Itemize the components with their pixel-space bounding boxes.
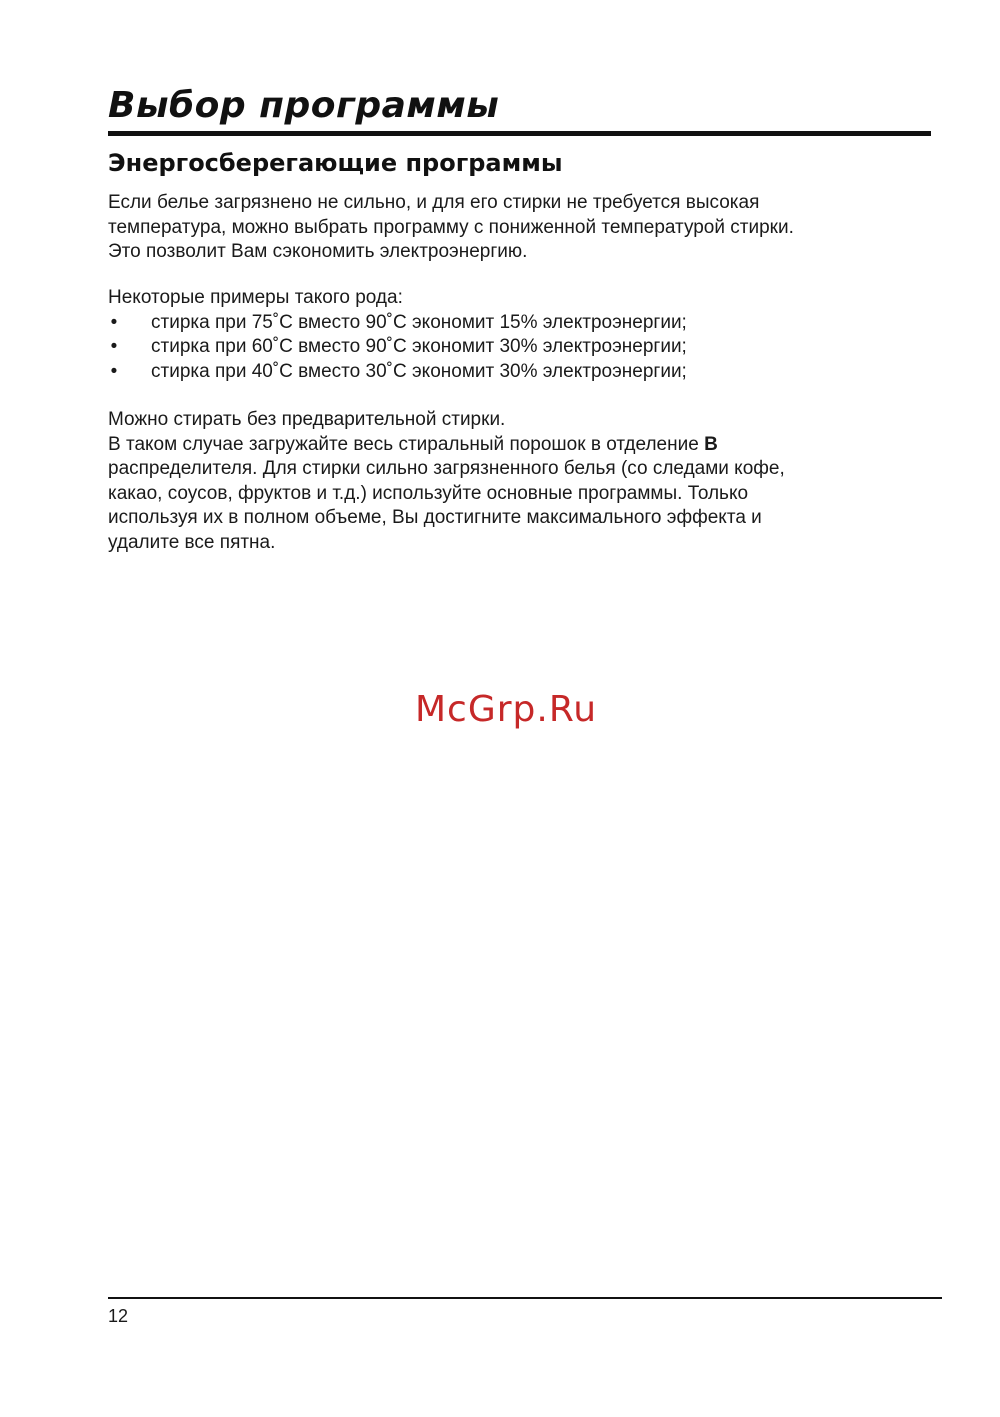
list-item-text: стирка при 75˚C вместо 90˚C экономит 15% электроэнергии; <box>151 311 687 333</box>
detergent-line-text: В таком случае загружайте весь стиральный порошок в отделение <box>108 433 705 455</box>
list-item <box>108 335 938 360</box>
examples-block <box>108 286 938 384</box>
footer-divider <box>108 1297 942 1299</box>
title-divider <box>108 131 931 136</box>
closing-line: какао, соусов, фруктов и т.д.) используйте основные программы. Только <box>108 482 749 504</box>
closing-line: распределителя. Для стирки сильно загрязненного белья (со следами кофе, <box>108 458 785 479</box>
compartment-label: B <box>704 433 718 455</box>
list-item-text: стирка при 40˚C вместо 30˚C экономит 30% электроэнергии; <box>151 360 687 382</box>
bullet-icon: • <box>110 360 118 382</box>
prewash-line: Можно стирать без предварительной стирки. <box>108 409 506 430</box>
intro-line: температура, можно выбрать программу с пониженной температурой стирки. <box>108 216 794 238</box>
detergent-line <box>108 433 938 458</box>
section-heading: Энергосберегающие программы <box>108 149 563 177</box>
watermark: McGrp.Ru <box>414 689 598 730</box>
bullet-icon: • <box>110 311 118 333</box>
list-item-text: стирка при 60˚C вместо 90˚C экономит 30% электроэнергии; <box>151 336 687 357</box>
intro-line: Если белье загрязнено не сильно, и для его стирки не требуется высокая <box>108 192 760 213</box>
intro-line: Это позволит Вам сэкономить электроэнергию. <box>108 241 528 262</box>
page-number: 12 <box>108 1306 129 1326</box>
list-item <box>108 311 938 336</box>
page-title: Выбор программы <box>108 85 500 126</box>
closing-line: используя их в полном объеме, Вы достигните максимального эффекта и <box>108 507 762 528</box>
examples-intro: Некоторые примеры такого рода: <box>108 287 403 308</box>
bullet-icon: • <box>110 336 118 357</box>
examples-list <box>108 311 938 385</box>
closing-paragraph <box>108 408 938 555</box>
intro-paragraph <box>108 191 938 265</box>
list-item <box>108 360 938 385</box>
closing-line: удалите все пятна. <box>108 531 276 553</box>
